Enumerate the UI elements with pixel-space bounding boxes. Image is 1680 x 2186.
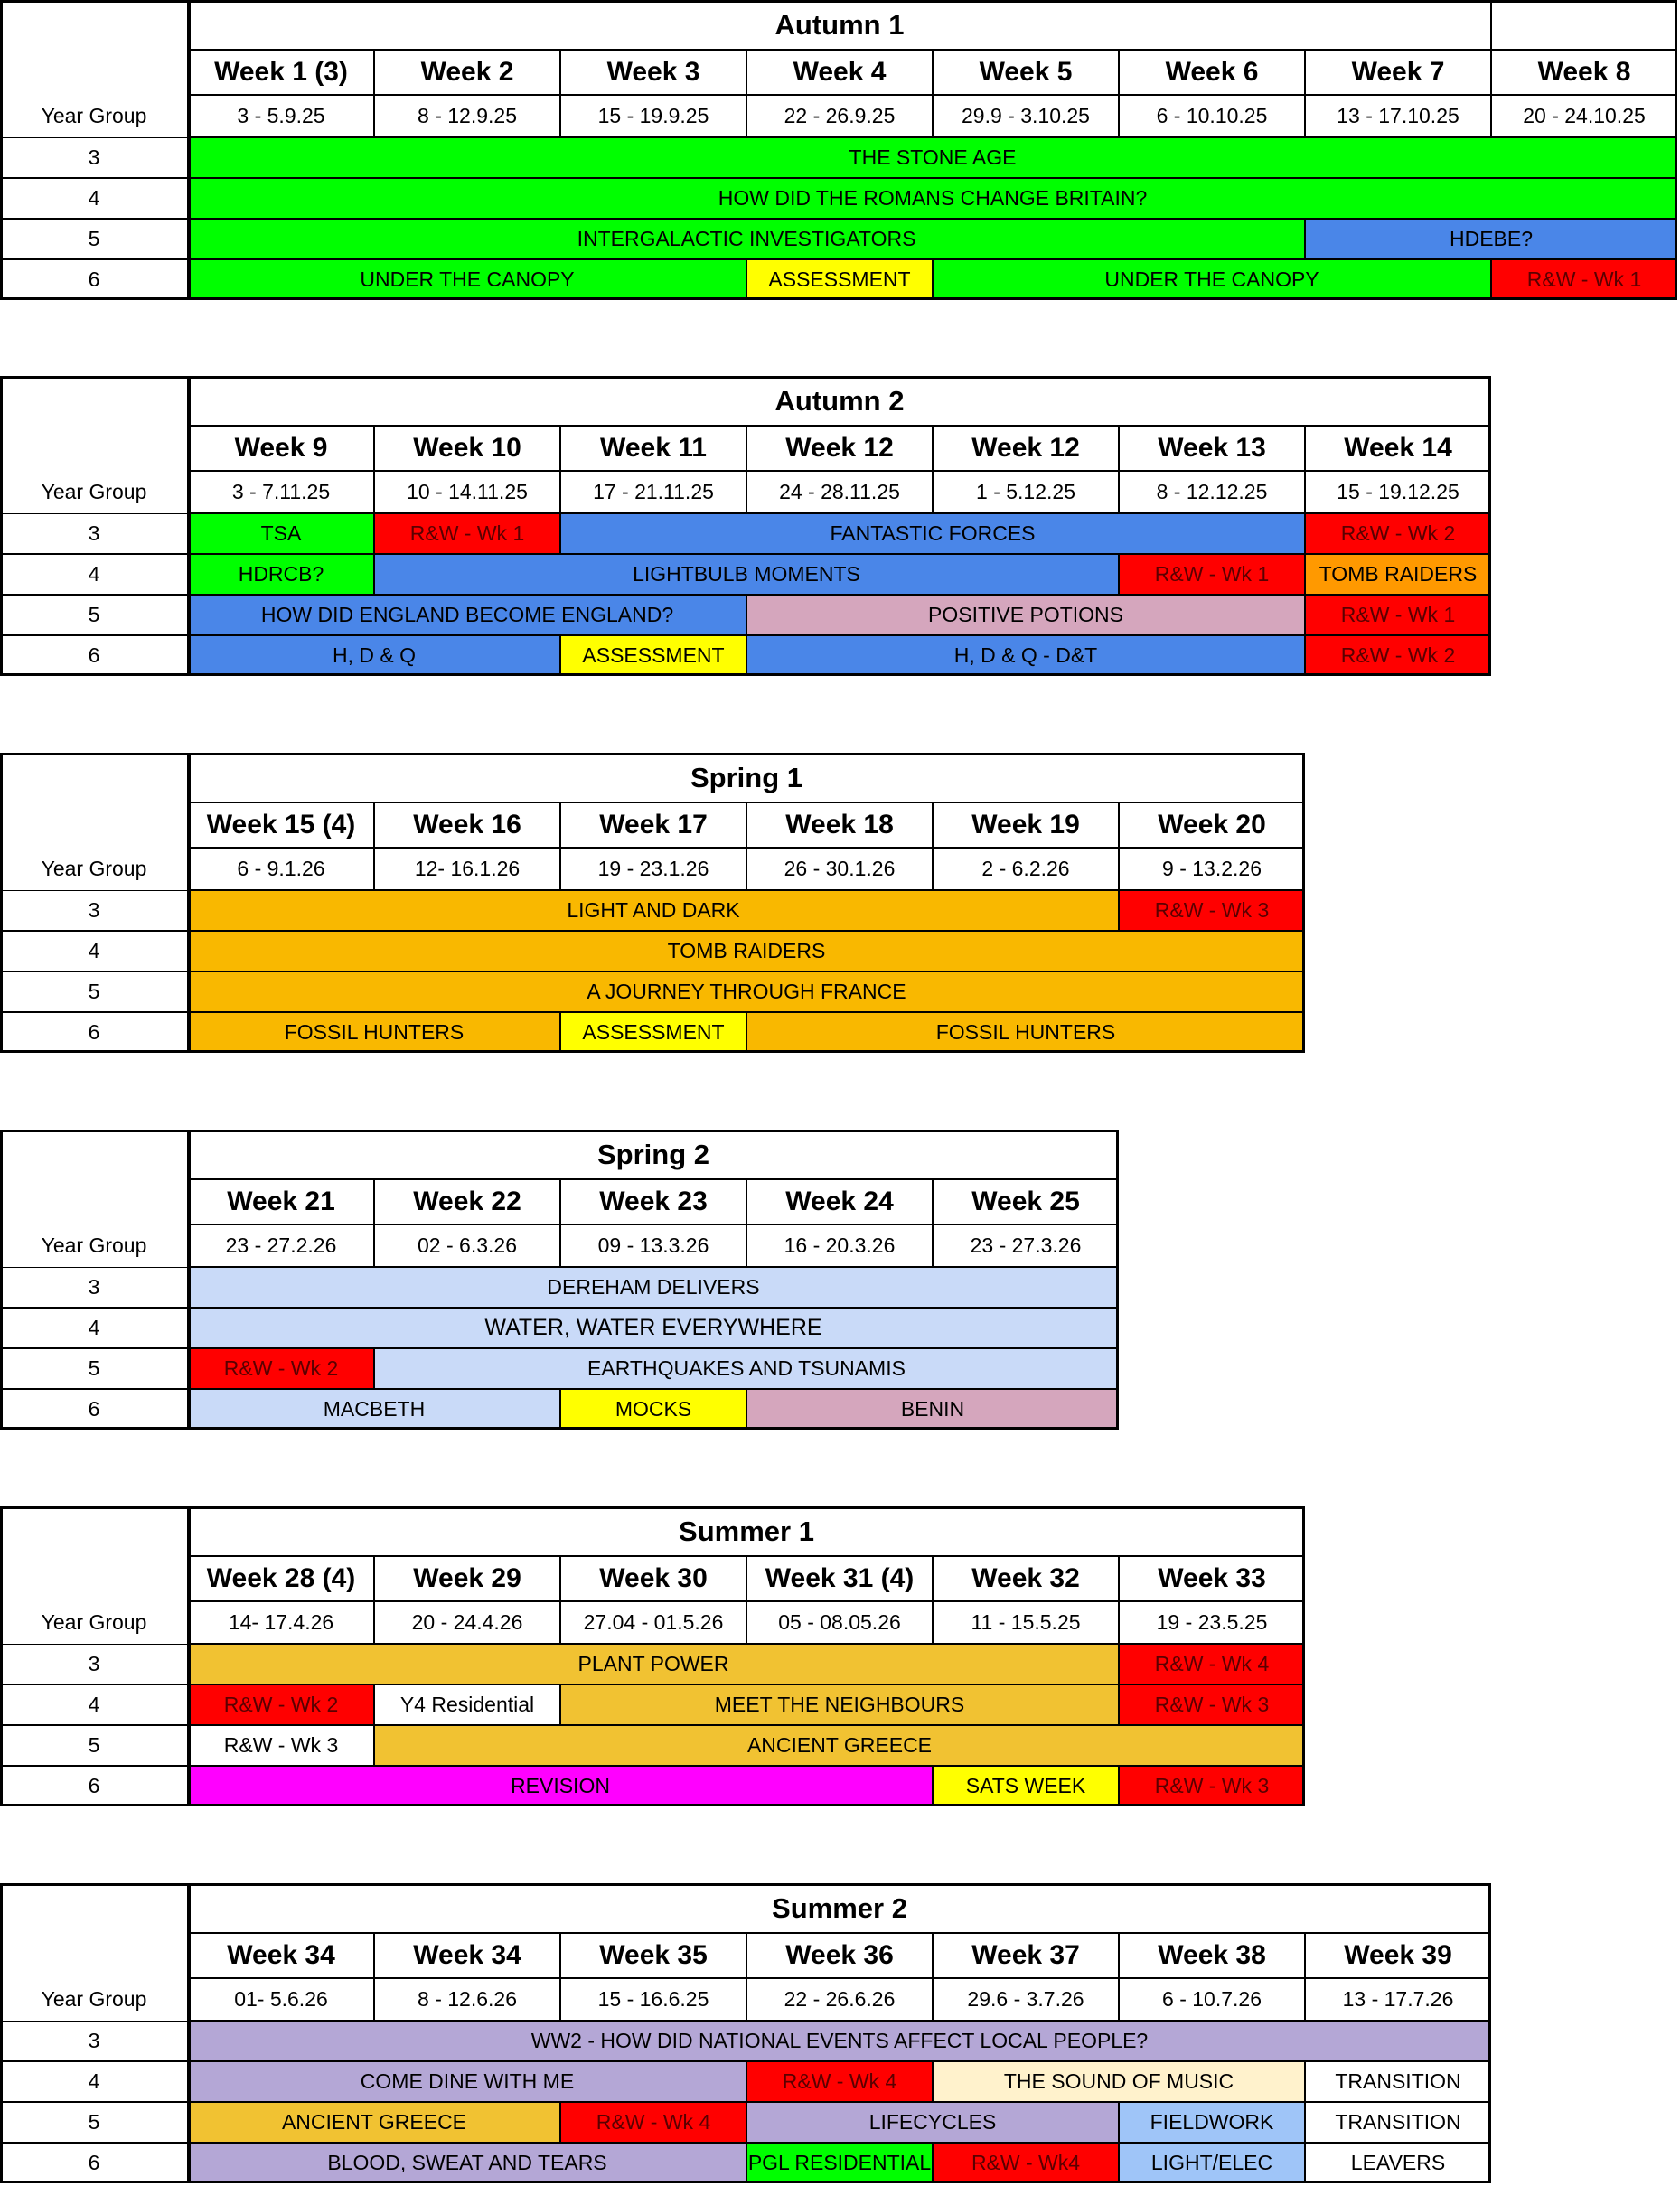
week-dates: 16 - 20.3.26 xyxy=(746,1224,933,1267)
topic-cell: THE STONE AGE xyxy=(188,137,1677,178)
week-dates: 6 - 10.10.25 xyxy=(1119,95,1305,137)
year-group-label: Year Group xyxy=(41,480,147,503)
topic-cell: FIELDWORK xyxy=(1119,2102,1305,2143)
term-title: Autumn 2 xyxy=(188,376,1491,426)
year-number: 6 xyxy=(0,1766,188,1806)
topic-cell: UNDER THE CANOPY xyxy=(188,259,746,300)
topic-cell: COME DINE WITH ME xyxy=(188,2061,746,2102)
topic-cell: Y4 Residential xyxy=(374,1684,560,1725)
week-header: Week 23 xyxy=(560,1179,746,1224)
week-header: Week 18 xyxy=(746,802,933,848)
topic-cell: LIGHTBULB MOMENTS xyxy=(374,554,1119,595)
week-dates: 13 - 17.10.25 xyxy=(1305,95,1491,137)
year-number: 4 xyxy=(0,1308,188,1348)
topic-cell: THE SOUND OF MUSIC xyxy=(933,2061,1305,2102)
week-header: Week 39 xyxy=(1305,1933,1491,1978)
topic-cell: R&W - Wk4 xyxy=(933,2143,1119,2183)
week-header: Week 9 xyxy=(188,426,374,471)
year-number: 5 xyxy=(0,1725,188,1766)
week-dates: 26 - 30.1.26 xyxy=(746,848,933,890)
week-header: Week 8 xyxy=(1491,50,1677,95)
topic-cell: LIGHT AND DARK xyxy=(188,890,1119,931)
topic-cell: PGL RESIDENTIAL xyxy=(746,2143,933,2183)
week-dates: 23 - 27.3.26 xyxy=(933,1224,1119,1267)
week-dates: 05 - 08.05.26 xyxy=(746,1601,933,1644)
week-header: Week 33 xyxy=(1119,1556,1305,1601)
year-number: 6 xyxy=(0,1012,188,1053)
topic-cell: R&W - Wk 1 xyxy=(1119,554,1305,595)
topic-cell: MACBETH xyxy=(188,1389,560,1430)
week-dates: 15 - 19.12.25 xyxy=(1305,471,1491,513)
week-header: Week 16 xyxy=(374,802,560,848)
topic-cell: WATER, WATER EVERYWHERE xyxy=(188,1308,1119,1348)
week-dates: 01- 5.6.26 xyxy=(188,1978,374,2021)
week-dates: 09 - 13.3.26 xyxy=(560,1224,746,1267)
topic-cell: TSA xyxy=(188,513,374,554)
topic-cell: A JOURNEY THROUGH FRANCE xyxy=(188,971,1305,1012)
week-dates: 9 - 13.2.26 xyxy=(1119,848,1305,890)
year-number: 4 xyxy=(0,178,188,219)
week-header: Week 3 xyxy=(560,50,746,95)
week-header: Week 15 (4) xyxy=(188,802,374,848)
topic-cell: R&W - Wk 3 xyxy=(1119,890,1305,931)
week-header: Week 21 xyxy=(188,1179,374,1224)
week-dates: 1 - 5.12.25 xyxy=(933,471,1119,513)
year-group-label: Year Group xyxy=(41,1610,147,1634)
week-dates: 8 - 12.12.25 xyxy=(1119,471,1305,513)
week-dates: 11 - 15.5.25 xyxy=(933,1601,1119,1644)
week-header: Week 25 xyxy=(933,1179,1119,1224)
topic-cell: LEAVERS xyxy=(1305,2143,1491,2183)
week-header: Week 19 xyxy=(933,802,1119,848)
topic-cell: ASSESSMENT xyxy=(560,635,746,676)
topic-cell: ASSESSMENT xyxy=(746,259,933,300)
week-header: Week 24 xyxy=(746,1179,933,1224)
topic-cell: DEREHAM DELIVERS xyxy=(188,1267,1119,1308)
year-number: 3 xyxy=(0,2021,188,2061)
topic-cell: EARTHQUAKES AND TSUNAMIS xyxy=(374,1348,1119,1389)
week-header: Week 37 xyxy=(933,1933,1119,1978)
week-header: Week 34 xyxy=(374,1933,560,1978)
year-group-label: Year Group xyxy=(41,857,147,880)
topic-cell: HOW DID THE ROMANS CHANGE BRITAIN? xyxy=(188,178,1677,219)
week-dates: 3 - 5.9.25 xyxy=(188,95,374,137)
week-header: Week 22 xyxy=(374,1179,560,1224)
week-dates: 12- 16.1.26 xyxy=(374,848,560,890)
year-number: 5 xyxy=(0,219,188,259)
topic-cell: TOMB RAIDERS xyxy=(1305,554,1491,595)
week-dates: 15 - 16.6.25 xyxy=(560,1978,746,2021)
year-number: 3 xyxy=(0,1267,188,1308)
week-dates: 14- 17.4.26 xyxy=(188,1601,374,1644)
topic-cell: REVISION xyxy=(188,1766,933,1806)
week-header: Week 2 xyxy=(374,50,560,95)
year-number: 5 xyxy=(0,2102,188,2143)
topic-cell: HOW DID ENGLAND BECOME ENGLAND? xyxy=(188,595,746,635)
topic-cell: LIGHT/ELEC xyxy=(1119,2143,1305,2183)
week-header: Week 12 xyxy=(933,426,1119,471)
year-number: 3 xyxy=(0,890,188,931)
week-dates: 20 - 24.10.25 xyxy=(1491,95,1677,137)
week-header: Week 32 xyxy=(933,1556,1119,1601)
year-number: 4 xyxy=(0,931,188,971)
topic-cell: LIFECYCLES xyxy=(746,2102,1119,2143)
year-number: 6 xyxy=(0,635,188,676)
topic-cell: INTERGALACTIC INVESTIGATORS xyxy=(188,219,1305,259)
topic-cell: R&W - Wk 2 xyxy=(188,1684,374,1725)
year-number: 6 xyxy=(0,259,188,300)
topic-cell: POSITIVE POTIONS xyxy=(746,595,1305,635)
week-header: Week 12 xyxy=(746,426,933,471)
topic-cell: R&W - Wk 4 xyxy=(746,2061,933,2102)
topic-cell: R&W - Wk 2 xyxy=(1305,635,1491,676)
year-number: 5 xyxy=(0,1348,188,1389)
year-group-label: Year Group xyxy=(41,1987,147,2011)
topic-cell: BLOOD, SWEAT AND TEARS xyxy=(188,2143,746,2183)
topic-cell: ASSESSMENT xyxy=(560,1012,746,1053)
week-header: Week 30 xyxy=(560,1556,746,1601)
week-dates: 6 - 9.1.26 xyxy=(188,848,374,890)
term-title: Summer 1 xyxy=(188,1506,1305,1556)
week-dates: 8 - 12.9.25 xyxy=(374,95,560,137)
year-number: 4 xyxy=(0,554,188,595)
topic-cell: R&W - Wk 1 xyxy=(374,513,560,554)
topic-cell: R&W - Wk 3 xyxy=(1119,1766,1305,1806)
week-dates: 29.9 - 3.10.25 xyxy=(933,95,1119,137)
topic-cell: TRANSITION xyxy=(1305,2061,1491,2102)
term-title: Spring 1 xyxy=(188,753,1305,802)
topic-cell: UNDER THE CANOPY xyxy=(933,259,1491,300)
topic-cell: TOMB RAIDERS xyxy=(188,931,1305,971)
topic-cell: WW2 - HOW DID NATIONAL EVENTS AFFECT LOCAL PEOPLE? xyxy=(188,2021,1491,2061)
term-title-blank xyxy=(1491,0,1677,50)
year-number: 5 xyxy=(0,971,188,1012)
topic-cell: HDRCB? xyxy=(188,554,374,595)
year-number: 3 xyxy=(0,513,188,554)
topic-cell: H, D & Q - D&T xyxy=(746,635,1305,676)
week-header: Week 14 xyxy=(1305,426,1491,471)
year-number: 4 xyxy=(0,1684,188,1725)
week-dates: 02 - 6.3.26 xyxy=(374,1224,560,1267)
topic-cell: SATS WEEK xyxy=(933,1766,1119,1806)
year-number: 6 xyxy=(0,1389,188,1430)
week-dates: 15 - 19.9.25 xyxy=(560,95,746,137)
topic-cell: R&W - Wk 2 xyxy=(188,1348,374,1389)
week-header: Week 35 xyxy=(560,1933,746,1978)
week-dates: 23 - 27.2.26 xyxy=(188,1224,374,1267)
topic-cell: H, D & Q xyxy=(188,635,560,676)
week-dates: 2 - 6.2.26 xyxy=(933,848,1119,890)
week-header: Week 36 xyxy=(746,1933,933,1978)
topic-cell: R&W - Wk 3 xyxy=(1119,1684,1305,1725)
week-header: Week 29 xyxy=(374,1556,560,1601)
week-header: Week 20 xyxy=(1119,802,1305,848)
topic-cell: R&W - Wk 4 xyxy=(1119,1644,1305,1684)
week-header: Week 4 xyxy=(746,50,933,95)
topic-cell: R&W - Wk 2 xyxy=(1305,513,1491,554)
week-header: Week 6 xyxy=(1119,50,1305,95)
topic-cell: PLANT POWER xyxy=(188,1644,1119,1684)
week-dates: 13 - 17.7.26 xyxy=(1305,1978,1491,2021)
week-header: Week 1 (3) xyxy=(188,50,374,95)
term-title: Summer 2 xyxy=(188,1883,1491,1933)
week-dates: 27.04 - 01.5.26 xyxy=(560,1601,746,1644)
topic-cell: TRANSITION xyxy=(1305,2102,1491,2143)
topic-cell: ANCIENT GREECE xyxy=(188,2102,560,2143)
week-dates: 29.6 - 3.7.26 xyxy=(933,1978,1119,2021)
week-dates: 6 - 10.7.26 xyxy=(1119,1978,1305,2021)
topic-cell: HDEBE? xyxy=(1305,219,1677,259)
topic-cell: R&W - Wk 1 xyxy=(1305,595,1491,635)
week-dates: 10 - 14.11.25 xyxy=(374,471,560,513)
week-dates: 24 - 28.11.25 xyxy=(746,471,933,513)
week-dates: 19 - 23.5.25 xyxy=(1119,1601,1305,1644)
week-header: Week 34 xyxy=(188,1933,374,1978)
topic-cell: BENIN xyxy=(746,1389,1119,1430)
topic-cell: R&W - Wk 1 xyxy=(1491,259,1677,300)
topic-cell: R&W - Wk 4 xyxy=(560,2102,746,2143)
year-group-label: Year Group xyxy=(41,104,147,127)
topic-cell: MOCKS xyxy=(560,1389,746,1430)
topic-cell: FANTASTIC FORCES xyxy=(560,513,1305,554)
week-dates: 19 - 23.1.26 xyxy=(560,848,746,890)
topic-cell: ANCIENT GREECE xyxy=(374,1725,1305,1766)
week-header: Week 7 xyxy=(1305,50,1491,95)
week-header: Week 17 xyxy=(560,802,746,848)
week-header: Week 11 xyxy=(560,426,746,471)
year-group-label: Year Group xyxy=(41,1234,147,1257)
year-number: 5 xyxy=(0,595,188,635)
topic-cell: R&W - Wk 3 xyxy=(188,1725,374,1766)
week-dates: 17 - 21.11.25 xyxy=(560,471,746,513)
term-title: Spring 2 xyxy=(188,1130,1119,1179)
week-header: Week 28 (4) xyxy=(188,1556,374,1601)
week-header: Week 38 xyxy=(1119,1933,1305,1978)
year-number: 4 xyxy=(0,2061,188,2102)
year-number: 3 xyxy=(0,137,188,178)
week-dates: 20 - 24.4.26 xyxy=(374,1601,560,1644)
week-dates: 8 - 12.6.26 xyxy=(374,1978,560,2021)
week-dates: 22 - 26.9.25 xyxy=(746,95,933,137)
week-header: Week 13 xyxy=(1119,426,1305,471)
week-header: Week 10 xyxy=(374,426,560,471)
topic-cell: FOSSIL HUNTERS xyxy=(188,1012,560,1053)
year-number: 6 xyxy=(0,2143,188,2183)
week-dates: 22 - 26.6.26 xyxy=(746,1978,933,2021)
week-dates: 3 - 7.11.25 xyxy=(188,471,374,513)
week-header: Week 31 (4) xyxy=(746,1556,933,1601)
term-title: Autumn 1 xyxy=(188,0,1491,50)
week-header: Week 5 xyxy=(933,50,1119,95)
topic-cell: MEET THE NEIGHBOURS xyxy=(560,1684,1119,1725)
year-number: 3 xyxy=(0,1644,188,1684)
topic-cell: FOSSIL HUNTERS xyxy=(746,1012,1305,1053)
